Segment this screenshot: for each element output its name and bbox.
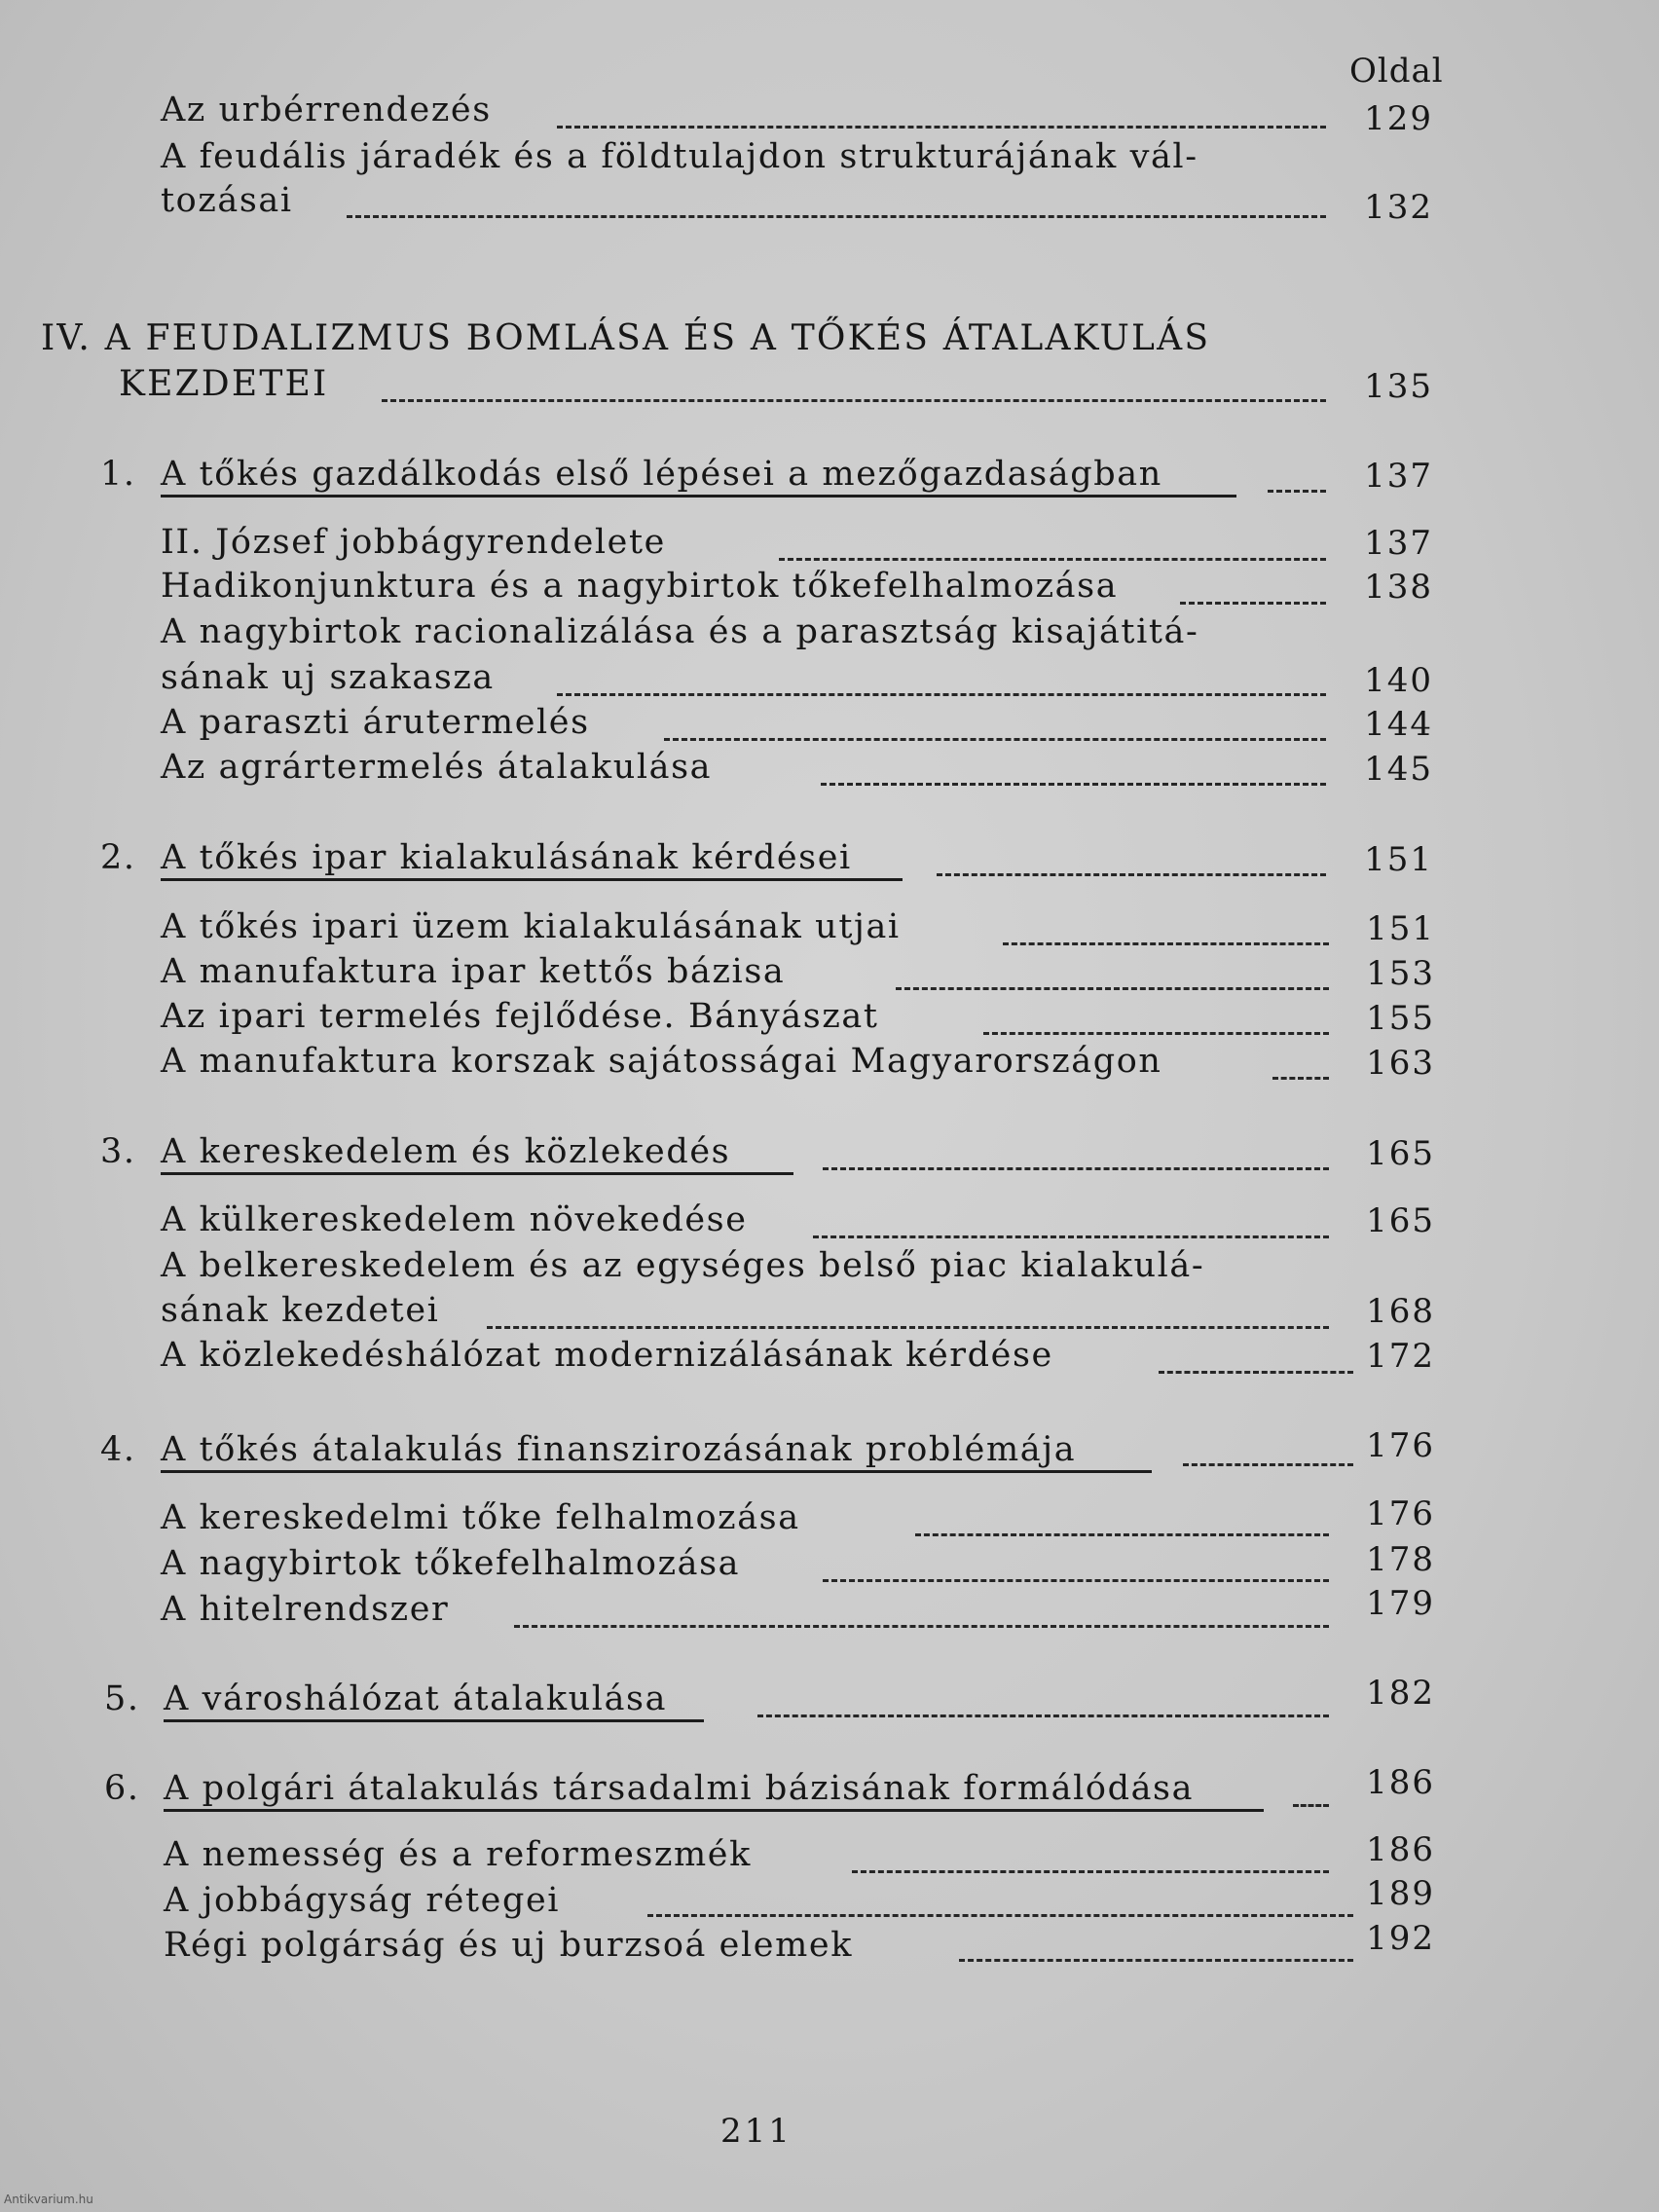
dot-leader	[1293, 1804, 1329, 1807]
section-number: 6.	[104, 1769, 140, 1808]
section-page: 165	[1366, 1134, 1435, 1173]
item-page: 192	[1366, 1919, 1435, 1958]
item-page: 165	[1366, 1201, 1435, 1240]
section-underline	[164, 1719, 704, 1722]
item-title: A manufaktura ipar kettős bázisa	[161, 952, 786, 991]
dot-leader	[382, 399, 1326, 402]
dot-leader	[1272, 1077, 1329, 1080]
section-underline	[161, 1470, 1152, 1473]
section-title: A polgári átalakulás társadalmi bázisának formálódása	[164, 1769, 1195, 1808]
item-page: 145	[1364, 750, 1433, 789]
dot-leader	[757, 1714, 1329, 1717]
dot-leader	[983, 1032, 1329, 1035]
entry-title: Az urbérrendezés	[161, 91, 492, 129]
section-page: 137	[1364, 457, 1433, 496]
page-number: 211	[720, 2112, 793, 2151]
dot-leader	[823, 1167, 1329, 1170]
section-underline	[164, 1809, 1264, 1812]
item-page: 137	[1364, 524, 1433, 563]
section-page: 176	[1366, 1426, 1435, 1465]
section-title: A tőkés ipar kialakulásának kérdései	[161, 838, 852, 877]
dot-leader	[823, 1579, 1329, 1582]
item-title: Régi polgárság és uj burzsoá elemek	[164, 1926, 854, 1965]
item-title: A hitelrendszer	[161, 1590, 450, 1629]
item-page: 138	[1364, 568, 1433, 607]
section-underline	[161, 1172, 793, 1175]
entry-title-line2: tozásai	[161, 181, 293, 220]
section-title: A tőkés átalakulás finanszirozásának problémája	[161, 1430, 1077, 1469]
dot-leader	[779, 558, 1326, 561]
item-page: 168	[1366, 1292, 1435, 1331]
item-page: 144	[1364, 705, 1433, 744]
section-page: 182	[1366, 1674, 1435, 1713]
item-title: Az agrártermelés átalakulása	[161, 748, 713, 787]
section-number: 4.	[100, 1430, 136, 1469]
item-title-line1: A belkereskedelem és az egységes belső piac kialakulá-	[161, 1246, 1205, 1285]
dot-leader	[514, 1625, 1329, 1628]
section-title: A kereskedelem és közlekedés	[161, 1132, 731, 1171]
item-title: Hadikonjunktura és a nagybirtok tőkefelhalmozása	[161, 567, 1119, 606]
item-title-line2: sának kezdetei	[161, 1291, 440, 1330]
item-title: A nagybirtok tőkefelhalmozása	[161, 1544, 741, 1583]
item-title: A manufaktura korszak sajátosságai Magyarországon	[161, 1042, 1162, 1081]
item-page: 140	[1364, 661, 1433, 700]
dot-leader	[1003, 942, 1329, 945]
item-title: A külkereskedelem növekedése	[161, 1200, 748, 1239]
item-page: 189	[1366, 1874, 1435, 1913]
dot-leader	[1159, 1371, 1353, 1374]
dot-leader	[1183, 1463, 1353, 1466]
item-title: A jobbágyság rétegei	[164, 1881, 561, 1920]
section-page: 151	[1364, 840, 1433, 879]
section-title: A tőkés gazdálkodás első lépései a mezőgazdaságban	[161, 455, 1162, 494]
section-title: A városhálózat átalakulása	[164, 1679, 668, 1718]
item-title: A kereskedelmi tőke felhalmozása	[161, 1498, 800, 1537]
item-title-line1: A nagybirtok racionalizálása és a parasztság kisajátitá-	[161, 612, 1199, 651]
dot-leader	[896, 987, 1329, 990]
item-page: 186	[1366, 1830, 1435, 1869]
dot-leader	[821, 783, 1326, 786]
item-title: A közlekedéshálózat modernizálásának kérdése	[161, 1336, 1053, 1375]
dot-leader	[813, 1235, 1329, 1238]
item-page: 172	[1366, 1337, 1435, 1376]
section-number: 5.	[104, 1679, 140, 1718]
item-page: 178	[1366, 1540, 1435, 1579]
dot-leader	[937, 873, 1326, 876]
item-title: II. József jobbágyrendelete	[161, 523, 666, 562]
item-page: 155	[1366, 999, 1435, 1038]
item-page: 151	[1366, 909, 1435, 948]
dot-leader	[647, 1914, 1353, 1917]
dot-leader	[487, 1326, 1329, 1329]
item-title: Az ipari termelés fejlődése. Bányászat	[161, 997, 879, 1036]
chapter-title-line1: IV. A FEUDALIZMUS BOMLÁSA ÉS A TŐKÉS ÁTALAKULÁS	[41, 318, 1211, 358]
section-page: 186	[1366, 1763, 1435, 1802]
item-page: 153	[1366, 954, 1435, 993]
dot-leader	[557, 126, 1326, 129]
item-title-line2: sának uj szakasza	[161, 658, 495, 697]
section-number: 2.	[100, 838, 136, 877]
section-number: 1.	[100, 455, 136, 494]
section-underline	[161, 878, 903, 881]
chapter-page: 135	[1364, 367, 1433, 406]
entry-title-line1: A feudális járadék és a földtulajdon strukturájának vál-	[161, 137, 1198, 176]
section-underline	[161, 495, 1236, 498]
dot-leader	[959, 1959, 1353, 1962]
item-page: 179	[1366, 1584, 1435, 1623]
entry-page: 129	[1364, 99, 1433, 138]
item-page: 163	[1366, 1044, 1435, 1083]
chapter-title-line2: KEZDETEI	[119, 364, 329, 404]
item-title: A paraszti árutermelés	[161, 703, 590, 742]
page-column-label: Oldal	[1349, 52, 1444, 91]
dot-leader	[1268, 490, 1326, 493]
dot-leader	[557, 693, 1326, 696]
watermark: Antikvarium.hu	[4, 2193, 93, 2206]
section-number: 3.	[100, 1132, 136, 1171]
entry-page: 132	[1364, 188, 1433, 227]
dot-leader	[664, 738, 1326, 741]
dot-leader	[1180, 602, 1326, 605]
dot-leader	[915, 1533, 1329, 1536]
item-title: A nemesség és a reformeszmék	[164, 1835, 752, 1874]
item-page: 176	[1366, 1494, 1435, 1533]
dot-leader	[347, 215, 1326, 218]
dot-leader	[852, 1870, 1329, 1873]
item-title: A tőkés ipari üzem kialakulásának utjai	[161, 907, 901, 946]
